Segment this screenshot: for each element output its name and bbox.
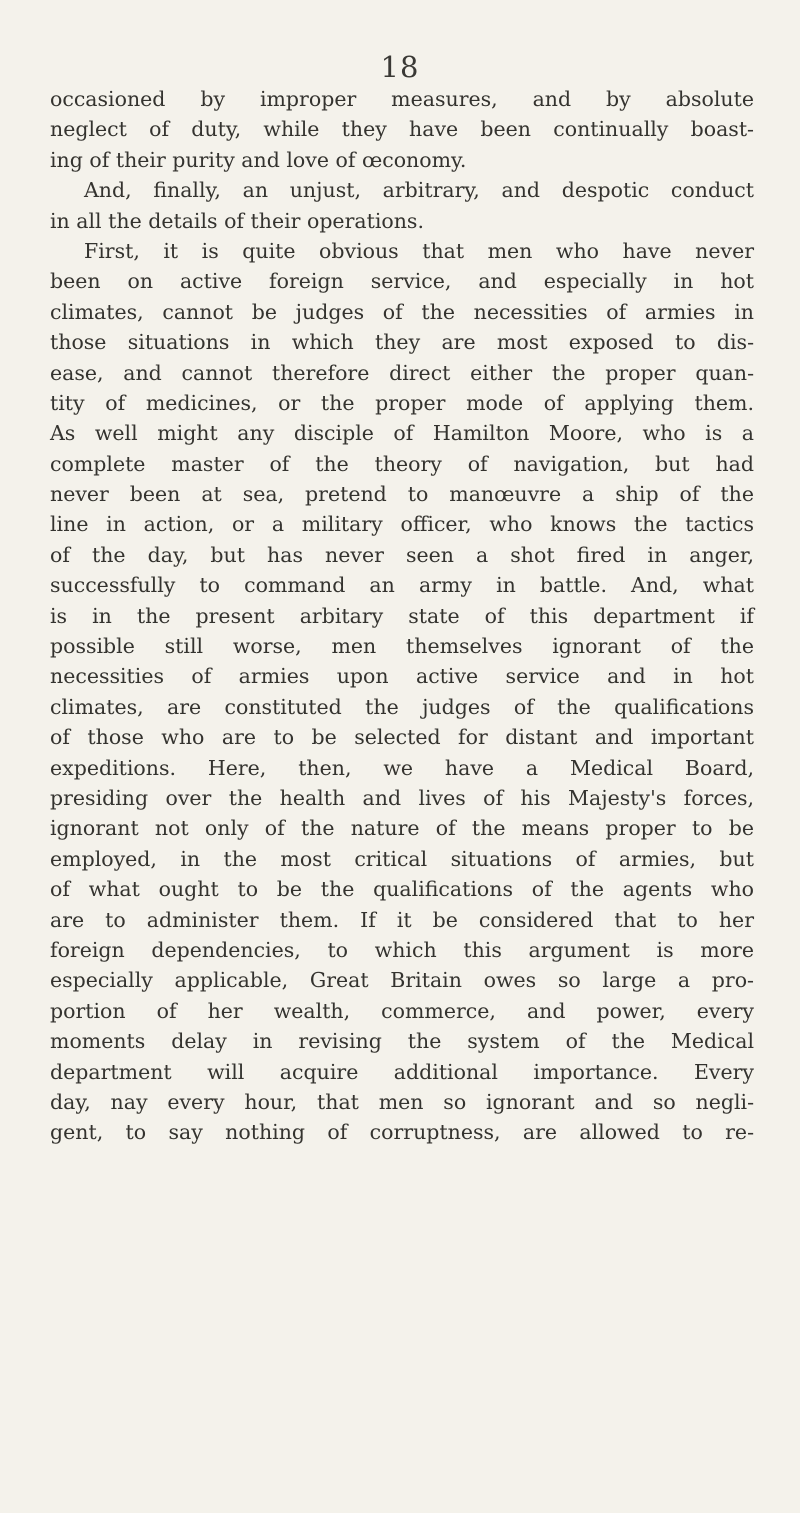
text-line: of the day, but has never seen a shot fired in anger, [50,542,754,567]
text-line: department will acquire additional importance. Every [50,1059,754,1084]
text-line: day, nay every hour, that men so ignorant and so negli- [50,1089,754,1114]
text-line: occasioned by improper measures, and by absolute [50,87,754,111]
text-line: ing of their purity and love of œconomy. [50,147,467,172]
text-line: First, it is quite obvious that men who have never [84,238,754,263]
text-line: expeditions. Here, then, we have a Medical Board, [50,755,754,780]
text-line: line in action, or a military officer, who knows the tactics [50,512,754,537]
text-line: of those who are to be selected for distant and important [50,725,754,750]
text-line: successfully to command an army in battle. And, what [50,573,754,598]
text-line: ease, and cannot therefore direct either the proper quan- [50,360,754,385]
text-line: complete master of the theory of navigation, but had [50,451,754,476]
text-line: As well might any disciple of Hamilton Moore, who is a [50,421,754,446]
text-line: climates, cannot be judges of the necessities of armies in [50,299,754,324]
text-line: never been at sea, pretend to manœuvre a ship of the [50,482,754,507]
text-line: climates, are constituted the judges of the qualifications [50,694,754,719]
text-line: of what ought to be the qualifications of the agents who [50,877,754,902]
text-line: ignorant not only of the nature of the means proper to be [50,816,754,841]
text-line: especially applicable, Great Britain owes so large a pro- [50,968,754,993]
text-line: is in the present arbitary state of this department if [50,603,754,628]
text-line: presiding over the health and lives of his Majesty's forces, [50,785,754,810]
text-line: moments delay in revising the system of the Medical [50,1029,754,1054]
text-line: gent, to say nothing of corruptness, are allowed to re- [50,1120,754,1145]
text-line: are to administer them. If it be considered that to her [50,907,754,932]
text-line: employed, in the most critical situations of armies, but [50,846,754,871]
text-line: foreign dependencies, to which this argument is more [50,937,754,962]
text-line: portion of her wealth, commerce, and power, every [50,998,754,1023]
text-line: possible still worse, men themselves ignorant of the [50,634,754,659]
text-line: those situations in which they are most exposed to dis- [50,330,754,355]
text-line: tity of medicines, or the proper mode of applying them. [50,390,754,415]
text-line: And, finally, an unjust, arbitrary, and despotic conduct [84,178,754,203]
page-number: 18 [380,50,420,84]
text-line: necessities of armies upon active service and in hot [50,664,754,689]
body-text [50,84,754,1148]
text-line: been on active foreign service, and especially in hot [50,269,754,294]
text-line: neglect of duty, while they have been continually boast- [50,117,754,142]
text-line: in all the details of their operations. [50,208,424,233]
